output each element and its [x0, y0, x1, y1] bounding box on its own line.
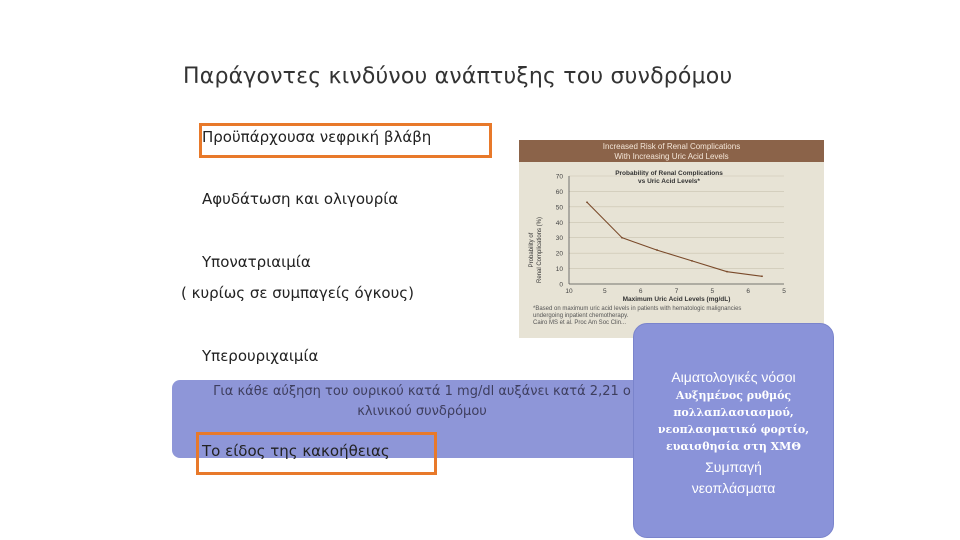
data-point [691, 260, 693, 262]
data-point [726, 271, 728, 273]
x-tick-label: 5 [782, 288, 786, 295]
y-tick-label: 50 [555, 204, 563, 212]
x-tick-label: 10 [565, 288, 573, 295]
info-band-line: Για κάθε αύξηση του ουρικού κατά 1 mg/dl αυξάνει κατά 2,21 ο [213, 384, 631, 399]
data-point [586, 201, 588, 203]
callout-line: πολλαπλασιασμού, [673, 406, 794, 419]
x-axis-label: Maximum Uric Acid Levels (mg/dL) [622, 296, 731, 303]
chart-footnote-line: Cairo MS et al. Proc Am Soc Clin... [533, 320, 627, 326]
callout-detail [634, 387, 833, 455]
bullet-dehydration [184, 190, 398, 208]
y-tick-label: 60 [555, 188, 563, 196]
chart-header [519, 140, 824, 162]
chart-header-line: Increased Risk of Renal Complications [602, 142, 741, 151]
callout-hematologic [633, 323, 834, 538]
chart-title: Probability of Renal Complications [615, 170, 723, 177]
bullet-text: Το είδος της κακοήθειας [202, 442, 390, 460]
slide-title: Παράγοντες κινδύνου ανάπτυξης του συνδρόμου [183, 64, 733, 89]
y-tick-label: 10 [555, 266, 563, 274]
data-point [621, 237, 623, 239]
callout-heading: Αιματολογικές νόσοι [671, 369, 796, 385]
x-tick-label: 5 [603, 288, 607, 295]
bullet-hyperuricemia [184, 347, 318, 365]
chart-footnote-line: undergoing inpatient chemotherapy. [533, 313, 629, 319]
y-tick-label: 40 [555, 219, 563, 227]
bullet-subtext: ( κυρίως σε συμπαγείς όγκους) [181, 284, 414, 302]
y-tick-label: 30 [555, 235, 563, 243]
x-tick-label: 6 [638, 288, 643, 295]
bullet-hyponatremia [184, 253, 311, 271]
y-tick-label: 70 [555, 173, 563, 181]
series-line [587, 202, 762, 276]
data-point [656, 249, 658, 251]
y-tick-label: 20 [555, 250, 563, 258]
highlight-box [199, 123, 492, 158]
chart-title: vs Uric Acid Levels* [638, 178, 700, 185]
bullet-text: Αφυδάτωση και ολιγουρία [202, 190, 399, 208]
x-tick-label: 5 [710, 288, 715, 295]
callout-footer [634, 457, 833, 499]
risk-chart [519, 140, 824, 338]
info-band-line: κλινικού συνδρόμου [357, 404, 487, 419]
callout-line: Αυξημένος ρυθμός [675, 389, 792, 402]
bullet-text: Υπονατριαιμία [202, 253, 311, 271]
callout-line: ευαισθησία στη ΧΜΘ [666, 440, 801, 453]
bullet-text: Υπερουριχαιμία [202, 347, 319, 365]
data-point [761, 275, 763, 277]
y-axis-label: Renal Complications (%) [537, 216, 543, 284]
y-tick-label: 0 [559, 281, 563, 289]
chart-footnote-line: *Based on maximum uric acid levels in patients with hematologic malignancies [533, 306, 742, 312]
highlight-box [196, 432, 437, 475]
callout-line: Συμπαγή [705, 459, 762, 475]
info-band-text [172, 382, 672, 422]
x-tick-label: 6 [746, 288, 750, 295]
y-axis-label: Probability of [529, 232, 535, 268]
chart-header-line: With Increasing Uric Acid Levels [614, 152, 729, 161]
callout-line: νεοπλασματικό φορτίο, [657, 423, 810, 436]
bullet-text: Προϋπάρχουσα νεφρική βλάβη [202, 128, 432, 146]
callout-line: νεοπλάσματα [691, 480, 776, 496]
x-tick-label: 7 [674, 288, 679, 295]
